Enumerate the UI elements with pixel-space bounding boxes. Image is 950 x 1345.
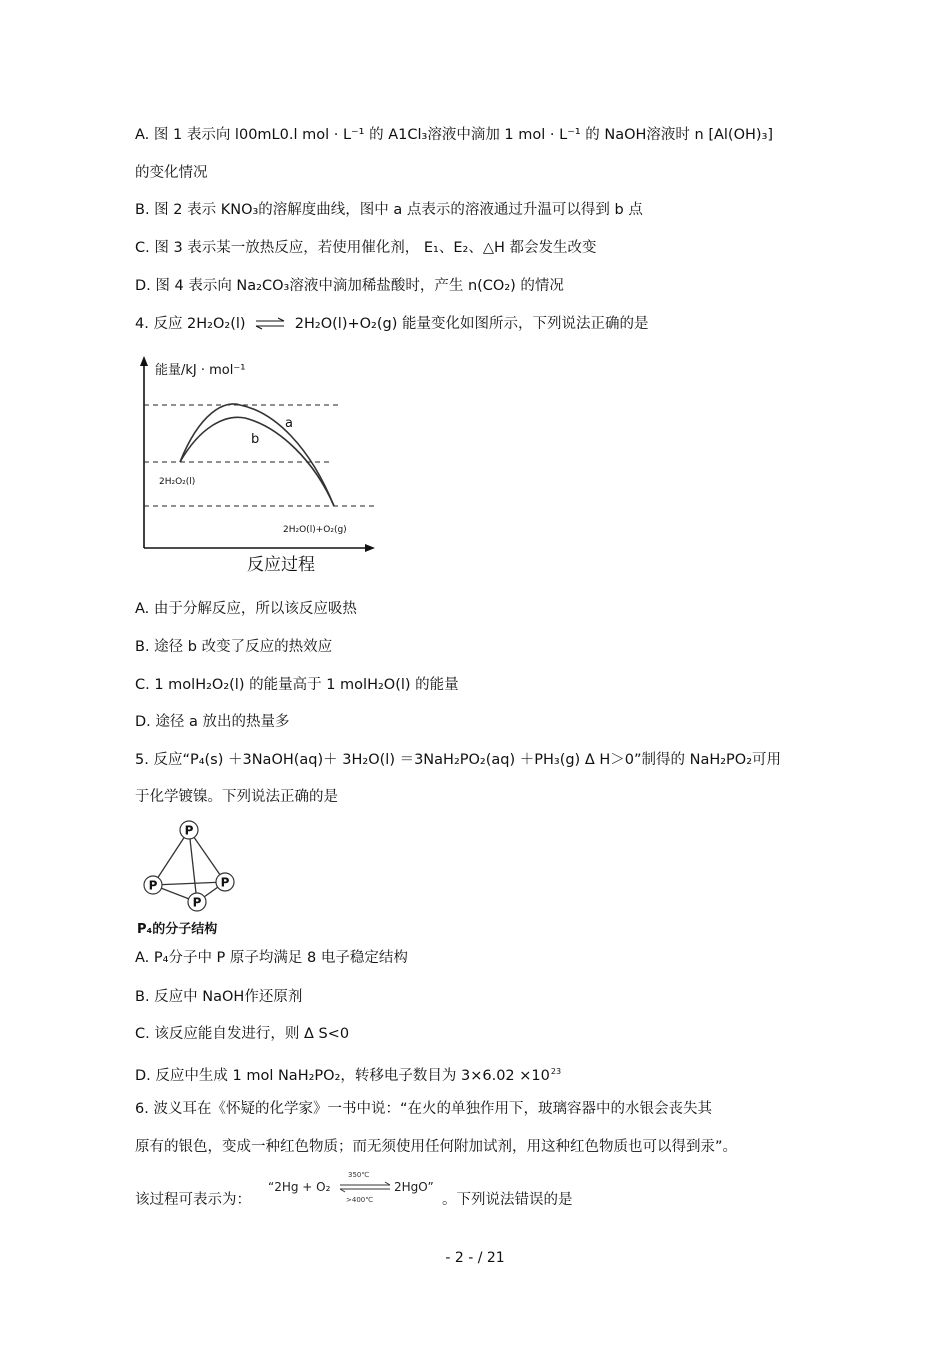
q4-stem-prefix: 4. 反应 2H₂O₂(l) (135, 316, 246, 332)
q6-line3-suffix: 。下列说法错误的是 (442, 1192, 573, 1208)
p4-caption: P₄的分子结构 (137, 922, 218, 937)
hg-oxidation-equation (268, 1166, 443, 1206)
equation-right: 2HgO” (394, 1180, 434, 1194)
atom-p-right (216, 873, 234, 891)
x-axis-arrow-icon (365, 544, 375, 552)
y-axis-arrow-icon (140, 356, 148, 366)
q5-option-c: C. 该反应能自发进行，则 Δ S<0 (135, 1026, 350, 1042)
q4-option-d: D. 途径 a 放出的热量多 (135, 714, 290, 730)
curve-a-label: a (285, 416, 293, 431)
q4-option-b: B. 途径 b 改变了反应的热效应 (135, 639, 333, 655)
atom-p-bottom (188, 893, 206, 911)
q5-option-a: A. P₄分子中 P 原子均满足 8 电子稳定结构 (135, 950, 408, 966)
q4-option-a: A. 由于分解反应，所以该反应吸热 (135, 601, 357, 617)
q5-option-d-text: D. 反应中生成 1 mol NaH₂PO₂，转移电子数目为 3×6.02 ×10 (135, 1068, 550, 1084)
y-axis-label: 能量/kJ · mol⁻¹ (155, 363, 246, 378)
q5-stem-line2: 于化学镀镍。下列说法正确的是 (135, 789, 338, 805)
q3-option-a-line1: A. 图 1 表示向 l00mL0.l mol · L⁻¹ 的 A1Cl₃溶液中滴加 1 mol · L⁻¹ 的 NaOH溶液时 n [Al(OH)₃] (135, 127, 774, 143)
q6-line3-prefix: 该过程可表示为： (135, 1192, 251, 1208)
page-number: - 2 - / 21 (445, 1250, 505, 1266)
energy-diagram (135, 352, 385, 577)
equilibrium-arrow-icon (254, 317, 286, 331)
x-axis-label: 反应过程 (247, 555, 315, 575)
curve-b-label: b (251, 432, 260, 447)
q5-option-d (135, 1062, 561, 1086)
q5-stem-line1: 5. 反应“P₄(s) ＋3NaOH(aq)＋ 3H₂O(l) ＝3NaH₂PO₂(aq) ＋PH₃(g) Δ H＞0”制得的 NaH₂PO₂可用 (135, 752, 782, 768)
q3-option-d: D. 图 4 表示向 Na₂CO₃溶液中滴加稀盐酸时，产生 n(CO₂) 的情况 (135, 278, 564, 294)
q4-stem (135, 314, 648, 334)
equation-top-condition: 350℃ (348, 1171, 370, 1179)
atom-p-left (144, 876, 162, 894)
q5-option-b: B. 反应中 NaOH作还原剂 (135, 989, 303, 1005)
q3-option-a-line2: 的变化情况 (135, 165, 208, 181)
q6-line2: 原有的银色，变成一种红色物质；而无须使用任何附加试剂，用这种红色物质也可以得到汞”。 (135, 1139, 738, 1155)
svg-text:P: P (220, 875, 230, 890)
q6-line1: 6. 波义耳在《怀疑的化学家》一书中说：“在火的单独作用下，玻璃容器中的水银会丧失其 (135, 1101, 712, 1117)
q5-option-d-exponent: 23 (550, 1067, 562, 1076)
q4-option-c: C. 1 molH₂O₂(l) 的能量高于 1 molH₂O(l) 的能量 (135, 677, 459, 693)
p4-structure-diagram (135, 818, 255, 940)
svg-text:P: P (192, 895, 202, 910)
q4-stem-suffix: 2H₂O(l)+O₂(g) 能量变化如图所示，下列说法正确的是 (294, 316, 649, 332)
product-label: 2H₂O(l)+O₂(g) (283, 525, 347, 535)
q3-option-c: C. 图 3 表示某一放热反应，若使用催化剂， E₁、E₂、△H 都会发生改变 (135, 240, 597, 256)
svg-text:P: P (184, 823, 194, 838)
svg-text:P: P (148, 878, 158, 893)
atom-p-top (180, 821, 198, 839)
curve-a (180, 404, 334, 506)
equation-bottom-condition: >400℃ (346, 1196, 374, 1204)
q3-option-b: B. 图 2 表示 KNO₃的溶解度曲线，图中 a 点表示的溶液通过升温可以得到 b 点 (135, 202, 643, 218)
reactant-label: 2H₂O₂(l) (159, 477, 196, 487)
equation-left: “2Hg + O₂ (268, 1180, 331, 1194)
